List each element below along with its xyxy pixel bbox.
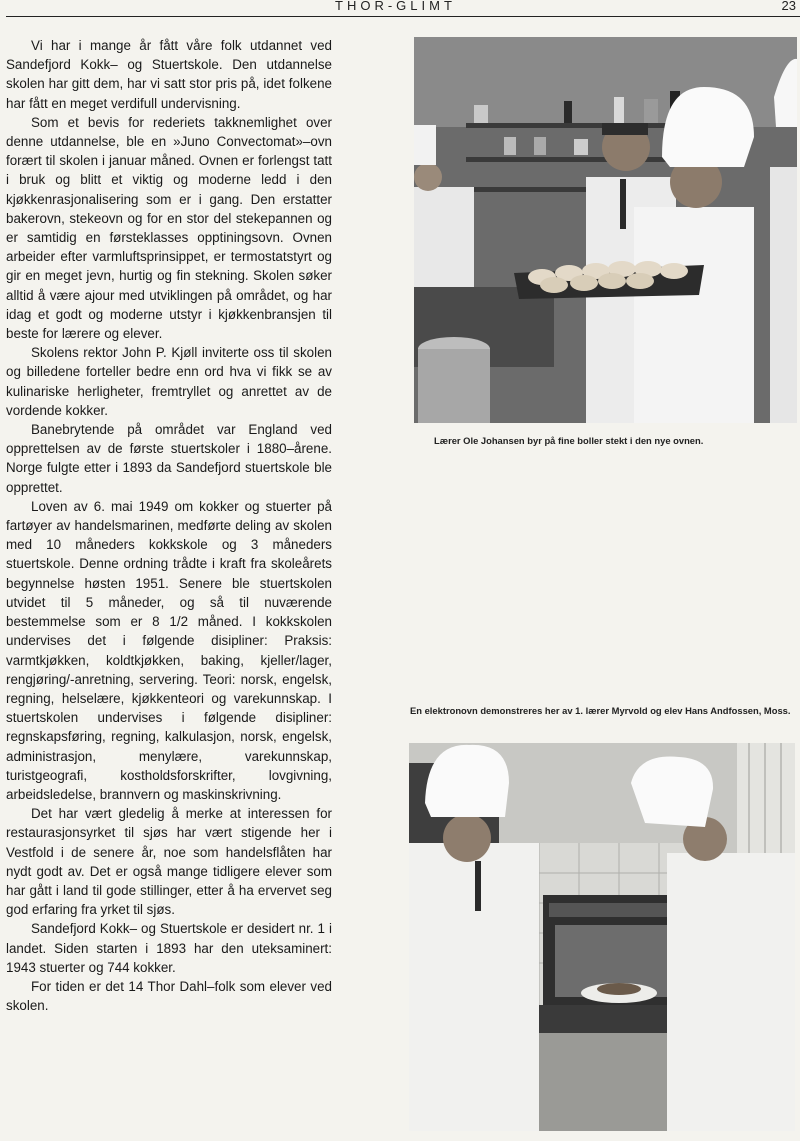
kitchen-buns-illustration	[414, 37, 797, 423]
photo-kitchen-buns	[414, 37, 797, 423]
article-body	[6, 36, 332, 1015]
photo-electronic-oven	[409, 743, 795, 1131]
article-paragraph: Banebrytende på området var England ved opprettelsen av de første stuertskoler i 1880–årene. Norge fulgte etter i 1893 da Sandefjord stuertskole ble opprettet.	[6, 422, 332, 495]
photo-caption: En elektronovn demonstreres her av 1. lærer Myrvold og elev Hans Andfossen, Moss.	[410, 705, 791, 716]
article-paragraph: Som et bevis for rederiets takknemlighet over denne utdannelse, ble en »Juno Convectomat»–ovn forært til skolen i januar måned. Ovnen er forlengst tatt i bruk og blitt et viktig og moderne ledd i den kjøkkenrasjonalisering som er i gang. Den erstatter bakerovn, stekeovn og for en stor del stekepannen og er samtidig en førsteklasses opptiningsovn. Ovnen arbeider efter varmluftsprinsippet, er termostatstyrt og gir en meget jevn, hurtig og fin stekning. Skolen søker alltid å være ajour med utviklingen på området, og har idag et godt og moderne utstyr i kjøkkenbransjen til beste for lærere og elever.	[6, 114, 332, 342]
article-paragraph: Loven av 6. mai 1949 om kokker og stuerter på fartøyer av handelsmarinen, medførte deling av skolen med 10 måneders kokkskole og 3 måneders stuertskole. Denne ordning trådte i kraft fra skoleårets begynnelse høsten 1951. Senere ble stuertskolen utvidet til 5 måneder, og så til nuværende bestemmelse som er 8 1/2 måned. I kokkskolen undervises det i følgende disipliner: Praksis: varmtkjøkken, koldtkjøkken, baking, kjeller/lager, rengjøring/-anretning, servering. Teori: norsk, engelsk, regning, helselære, kjøkkenteori og varekunnskap. I stuertskolen undervises i følgende disipliner: regnskapsføring, regning, kalkulasjon, norsk, engelsk, administrasjon, menylære, varekunnskap, turistgeografi, kostholdsforskrifter, lovgivning, arbeidsledelse, brannvern og maskinskrivning.	[6, 498, 332, 802]
electronic-oven-illustration	[409, 743, 795, 1131]
article-paragraph: For tiden er det 14 Thor Dahl–folk som elever ved skolen.	[6, 978, 332, 1014]
photo-caption: Lærer Ole Johansen byr på fine boller stekt i den nye ovnen.	[434, 435, 704, 446]
page-header	[0, 0, 800, 18]
article-paragraph: Det har vært gledelig å merke at interessen for restaurasjonsyrket til sjøs har vært stigende her i Vestfold i de senere år, noe som handelsflåten har nydt godt av. Det er også mange tidligere elever som har gått i land til gode stillinger, etter å ha ervervet seg god erfaring fra yrket til sjøs.	[6, 806, 332, 918]
article-paragraph: Sandefjord Kokk– og Stuertskole er desidert nr. 1 i landet. Siden starten i 1893 har den uteksaminert: 1943 stuerter og 744 kokker.	[6, 921, 332, 975]
header-rule	[6, 16, 800, 17]
article-paragraph: Vi har i mange år fått våre folk utdannet ved Sandefjord Kokk– og Stuertskole. Den utdannelse skolen har gitt dem, har vi satt stor pris på, idet folkene har fått en meget verdifull undervisning.	[6, 38, 332, 111]
article-paragraph: Skolens rektor John P. Kjøll inviterte oss til skolen og billedene forteller bedre enn ord hva vi fikk se av kulinariske herligheter, fremtryllet og anrettet av de vordende kokker.	[6, 345, 332, 418]
magazine-title: THOR-GLIMT	[335, 0, 456, 13]
page-number: 23	[781, 0, 796, 13]
